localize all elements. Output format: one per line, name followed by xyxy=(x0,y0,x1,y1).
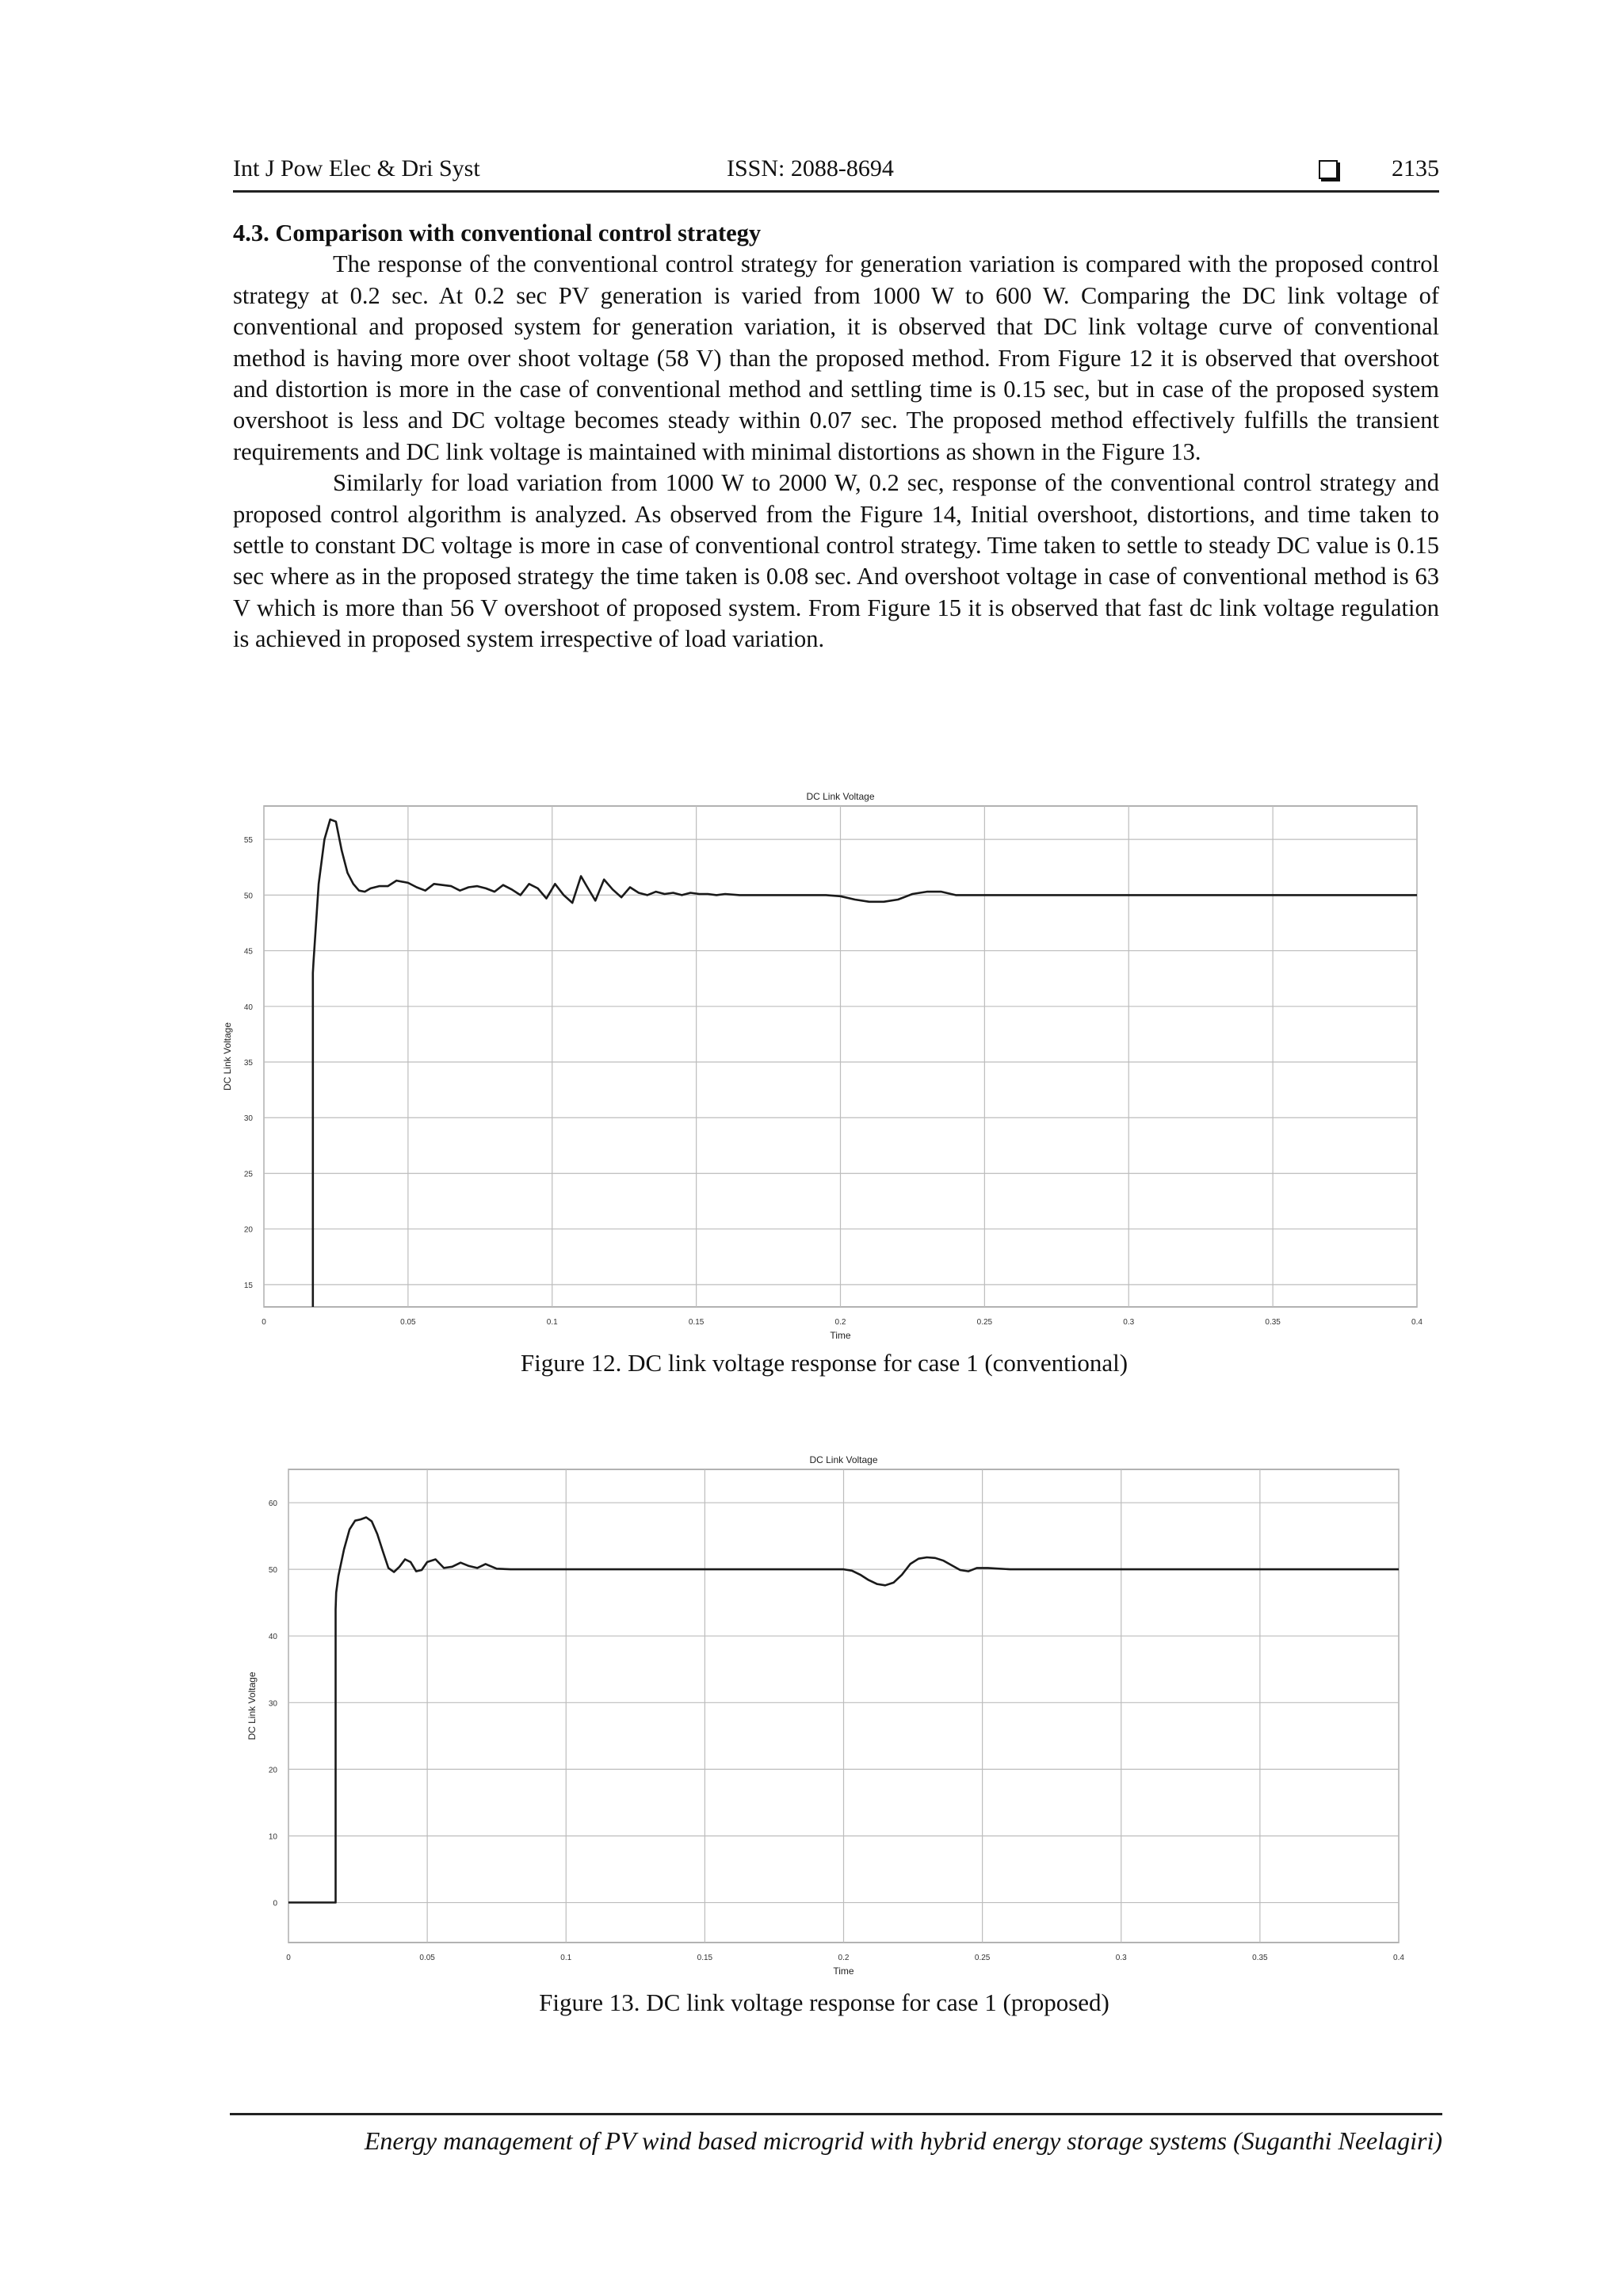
y-tick-label: 10 xyxy=(268,1832,277,1842)
x-tick-label: 0.25 xyxy=(976,1318,993,1327)
running-title: Energy management of PV wind based microgrid with hybrid energy storage systems (Suganthi Neelagiri) xyxy=(364,2126,1442,2155)
page-header xyxy=(233,155,1439,193)
y-tick-label: 15 xyxy=(243,1281,253,1290)
section-title: 4.3. Comparison with conventional control strategy xyxy=(233,220,762,246)
x-tick-label: 0.35 xyxy=(1252,1954,1268,1962)
y-tick-label: 60 xyxy=(268,1499,277,1509)
x-tick-label: 0.15 xyxy=(697,1954,713,1962)
x-tick-label: 0.05 xyxy=(400,1318,416,1327)
issn: ISSN: 2088-8694 xyxy=(727,155,894,181)
y-tick-label: 0 xyxy=(273,1899,277,1908)
x-tick-label: 0.15 xyxy=(688,1318,705,1327)
x-tick-label: 0.1 xyxy=(546,1318,558,1327)
y-axis-label: DC Link Voltage xyxy=(246,1671,258,1740)
journal-name: Int J Pow Elec & Dri Syst xyxy=(233,155,480,181)
y-tick-label: 20 xyxy=(268,1766,277,1775)
y-tick-label: 50 xyxy=(268,1566,277,1576)
y-tick-label: 55 xyxy=(243,836,253,846)
x-tick-label: 0.4 xyxy=(1411,1318,1423,1327)
paragraph-1: The response of the conventional control strategy for generation variation is compared with the proposed control strategy at 0.2 sec. At 0.2 sec PV generation is varied from 1000 W to 600 W. Comparing the DC link voltage of conventional and proposed system for generation variation, it is observed that DC link voltage curve of conventional method is having more over shoot voltage (58 V) than the proposed method. From Figure 12 it is observed that overshoot and distortion is more in the case of conventional method and settling time is 0.15 sec, but in case of the proposed system overshoot is less and DC voltage becomes steady within 0.07 sec. The proposed method effectively fulfills the transient requirements and DC link voltage is maintained with minimal distortions as shown in the Figure 13. xyxy=(233,250,1439,465)
x-axis-label: Time xyxy=(833,1966,854,1977)
y-tick-label: 50 xyxy=(243,892,253,901)
figure-13 xyxy=(222,1446,1426,2033)
figure-13-caption: Figure 13. DC link voltage response for case 1 (proposed) xyxy=(539,1988,1109,2016)
y-tick-label: 30 xyxy=(243,1114,253,1124)
chart-title: DC Link Voltage xyxy=(809,1454,878,1465)
y-tick-label: 45 xyxy=(243,947,253,957)
y-tick-label: 25 xyxy=(243,1170,253,1179)
x-tick-label: 0 xyxy=(262,1318,266,1327)
y-axis-label: DC Link Voltage xyxy=(222,1022,233,1091)
x-tick-label: 0.3 xyxy=(1123,1318,1135,1327)
x-tick-label: 0 xyxy=(286,1954,291,1962)
y-tick-label: 30 xyxy=(268,1699,277,1709)
x-tick-label: 0.25 xyxy=(974,1954,991,1962)
page-footer xyxy=(230,2113,1442,2156)
chart-figure-12 xyxy=(222,785,1426,1341)
figure-12 xyxy=(222,785,1426,1395)
section-body xyxy=(233,218,1439,655)
x-axis-label: Time xyxy=(830,1330,851,1341)
figure-12-caption: Figure 12. DC link voltage response for case 1 (conventional) xyxy=(520,1349,1128,1377)
page-number: 2135 xyxy=(1392,155,1439,181)
paragraph-2: Similarly for load variation from 1000 W to 2000 W, 0.2 sec, response of the conventional control strategy and proposed control algorithm is analyzed. As observed from the Figure 14, Initial overshoot, distortions, and time taken to settle to constant DC voltage is more in case of conventional control strategy. Time taken to settle to steady DC value is 0.15 sec where as in the proposed strategy the time taken is 0.08 sec. And overshoot voltage in case of conventional method is 63 V which is more than 56 V overshoot of proposed system. From Figure 15 it is observed that fast dc link voltage regulation is achieved in proposed system irrespective of load variation. xyxy=(233,469,1439,653)
x-tick-label: 0.05 xyxy=(419,1954,435,1962)
x-tick-label: 0.35 xyxy=(1265,1318,1281,1327)
y-tick-label: 40 xyxy=(268,1633,277,1642)
x-tick-label: 0.4 xyxy=(1393,1954,1404,1962)
y-tick-label: 20 xyxy=(243,1225,253,1235)
x-tick-label: 0.1 xyxy=(560,1954,572,1962)
x-tick-label: 0.3 xyxy=(1115,1954,1127,1962)
y-tick-label: 35 xyxy=(243,1059,253,1068)
chart-title: DC Link Voltage xyxy=(806,791,875,802)
checkbox-square-icon xyxy=(1319,160,1338,179)
x-tick-label: 0.2 xyxy=(834,1318,846,1327)
chart-figure-13 xyxy=(222,1446,1426,1977)
y-tick-label: 40 xyxy=(243,1003,253,1012)
x-tick-label: 0.2 xyxy=(838,1954,850,1962)
